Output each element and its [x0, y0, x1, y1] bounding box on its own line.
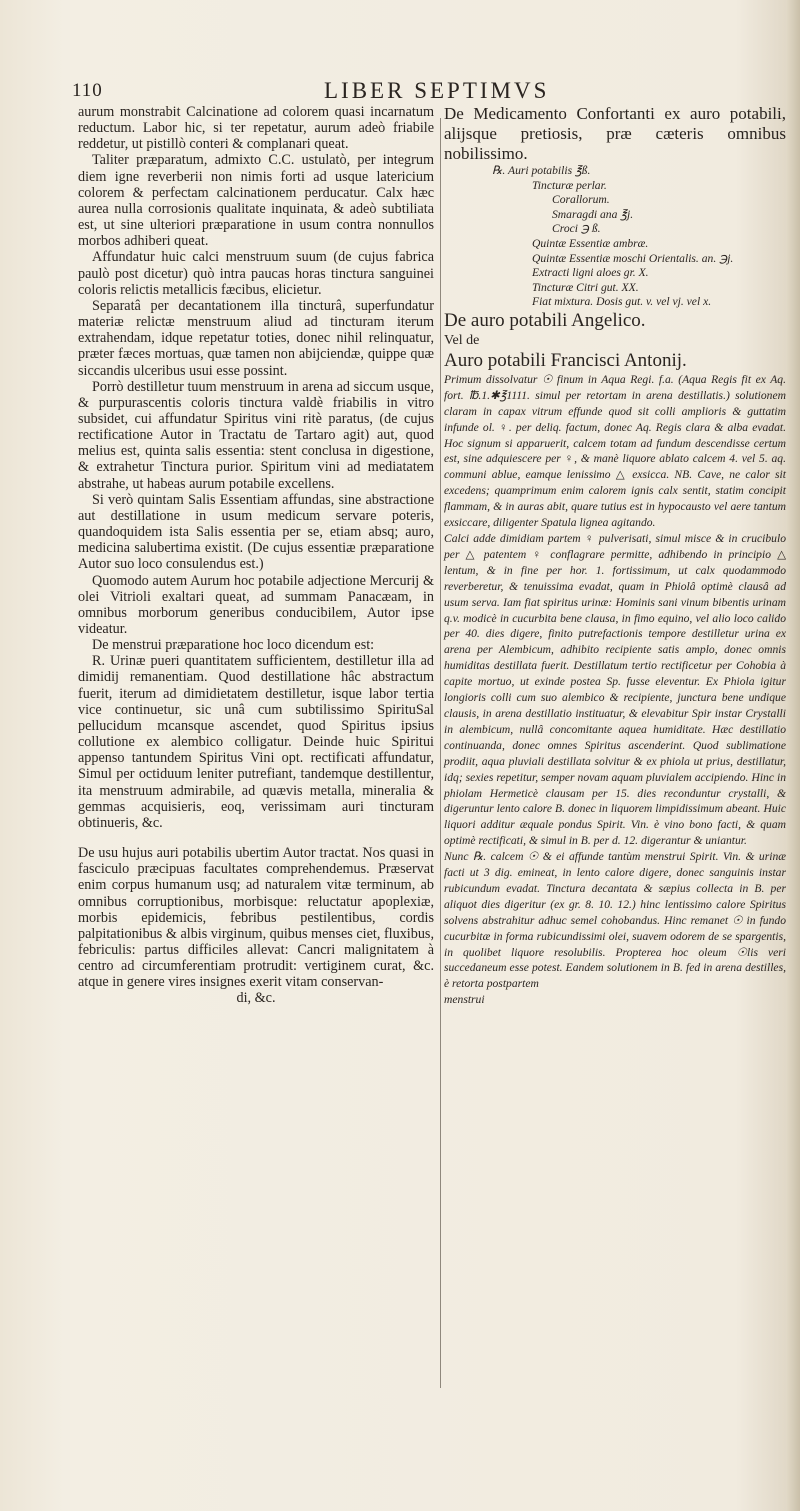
left-paragraph-9: R. Urinæ pueri quantitatem sufficientem, destilletur illa ad dimidij remanentiam. Quod destillatione hâc abstractum fuerit, iterum ad dimidietatem destilletur, isque labor tertia vice continuetur, sic unâ cum subtilissimo SpirituSal pellucidum mcansque ascendet, quod Spiritus ipsius collutione ex alembico colligatur. Deinde huic Spiritui appenso tantundem Spiritus Vini opt. rectificati affundatur, Simul per octiduum leniter putrefiant, tandemque destillentur, ita menstruum admirabile, ad quævis metalla, mineralia & gemmas acquisieris, eoq, verissimam auri tincturam obtinueris, &c. [78, 653, 434, 831]
left-paragraph-2: Taliter præparatum, admixto C.C. ustulatò, per integrum diem igne reverberii non nimis forti ad usque latericium colorem & perfectam calcinationem perducatur. Calx hæc aurea nulla corrosionis qualitate inquinata, & adeò subtiliata est, ut sine ulteriori præparatione in usum contra nonnullos morbos adhiberi queat. [78, 152, 434, 250]
recipe-line: Smaragdi ana ℥j. [552, 207, 634, 221]
page-header [60, 78, 800, 104]
recipe-list [492, 164, 786, 310]
left-paragraph-4: Separatâ per decantationem illa tincturâ, superfundatur materiæ relictæ menstruum aliud ad tincturam iterum extrahendam, idque repetatur toties, donec nihil relinquatur, præter fæces mortuas, quæ tamen non abijciendæ, quippe quæ siccandis ulceribus usui esse possint. [78, 297, 434, 379]
page-number: 110 [72, 80, 103, 101]
left-paragraph-10-end: di, &c. [236, 990, 276, 1007]
catchword: menstrui [444, 993, 485, 1007]
running-head: LIBER SEPTIMVS [324, 78, 550, 103]
column-divider [440, 118, 441, 1388]
recipe-line: ℞. Auri potabilis ℥ß. [492, 164, 591, 177]
left-paragraph-5: Porrò destilletur tuum menstruum in arena ad siccum usque, & purpurascentis coloris tinctura valdè friabilis in vitro subsidet, cui affundatur Spiritus vini ritè paratus, (de cujus rectificatione Autor in Tractatu de Tartaro agit) aut, quod melius est, quinta salis essentia: stent conclusa in digestione, & extrahetur Tinctura purior. Spiritum vini ad mediatatem abstrahe, ut habeas aurum potabile excellens. [78, 378, 434, 492]
left-paragraph-6: Si verò quintam Salis Essentiam affundas, sine abstractione aut destillatione in usum medicum servare poteris, quandoquidem ista Salis essentia per se, etiam absq; auro, medicina salubertima existit. (De cujus essentiæ præparatione Autor suo loco consulendus est.) [78, 491, 434, 573]
left-paragraph-1: aurum monstrabit Calcinatione ad colorem quasi incarnatum reductum. Labor hic, si ter repetatur, aurum adeò friabile reddetur, ut pistillò conteri & complanari queat. [78, 104, 434, 153]
right-paragraph-2: Calci adde dimidiam partem ♀ pulverisati, simul misce & in crucibulo per △ patentem ♀ conflagrare permitte, adhibendo in principio △ lentum, & in fine per hor. 1. fortissimum, ut calx quodammodo reverberetur, & tenuissima evadat, quam in Phiolâ optimè clausâ ad usum serva. Iam fiat spiritus urinæ: Hominis sani vinum bibentis urinam q.v. modicè in cucurbita bene clausa, in fimo equino, vel alio loco calido per 40. dies digere, finito putrefactionis tempore destilletur urina ex arena per Alembicum, adhibito recipiente satis amplo, donec omnis humiditas destillata fuerit. Destillatum tertio rectificetur per Cohobia à capite mortuo, ut exinde postea Sp. fusse eleventur. Ex Phiola igitur longioris colli cum suo alembico & recipiente, junctura bene undique clausis, in arena destillatio instituatur, & elevabitur Spir instar Crystalli in alembicum, nullâ concomitante aquea humiditate. Hæc destillatio continuanda, donec omnes Spiritus ascenderint. Quod sublimatione prodiit, aqua pluviali destillata solvitur & ex phiola ut prius, destillatur, idq; sexies repetitur, semper novam aquam pluvialem accipiendo. Hinc in phiolam Hermeticè clausam per 15. dies reconduntur crystalli, & digeruntur lento calore B. donec in liquorem limpidissimum abeant. Huic liquori additur æquale pondus Spirit. Vin. è vino bono facti, & quam optimè rectificati, & simul in B. per d. 12. digerantur & uniantur. [444, 532, 786, 848]
recipe-line: Croci ℈ ß. [552, 222, 601, 236]
left-paragraph-7: Quomodo autem Aurum hoc potabile adjectione Mercurij & olei Vitrioli exaltari queat, ad summam Panacæam, in omnibus morborum generibus conducibilem, Autor ipse videatur. [78, 572, 434, 637]
subheading-vel-de: Vel de [444, 332, 480, 348]
recipe-line: Tincturæ Citri gut. XX. [532, 280, 639, 294]
right-section-title: De Medicamento Confortanti ex auro potabili, alijsque pretiosis, præ cæteris omnibus nobilissimo. [444, 104, 786, 163]
recipe-line: Corallorum. [552, 193, 610, 207]
recipe-line: Quintæ Essentiæ moschi Orientalis. an. ℈j. [532, 251, 734, 265]
left-column [78, 104, 434, 1414]
left-paragraph-8: De menstrui præparatione hoc loco dicendum est: [92, 637, 375, 654]
subheading-angelico: De auro potabili Angelico. [444, 309, 646, 331]
recipe-line: Quintæ Essentiæ ambræ. [532, 236, 649, 250]
recipe-line: Fiat mixtura. Dosis gut. v. vel vj. vel x. [532, 295, 712, 309]
page-edge [786, 0, 800, 1511]
right-paragraph-1: Primum dissolvatur ☉ finum in Aqua Regi. f.a. (Aqua Regis fit ex Aq. fort. ℔.1.✱℥1111. simul per retortam in arena destillatis.) solutionem claram in capax vitrum effunde quod sit colli amplioris & guttatim infunde ol. ♀. per deliq. factum, donec Aq. Regis clara & alba evadat. Hoc signum si apparuerit, calcem totam ad fundum descendisse certum est, sine adquiescere per ♀, & manè liquore ablato calcem 4. vel 5. aq. communi ablue, eamque lenissimo △ exsicca. NB. Cave, ne calor sit excedens; quamprimum enim calorem ignis calx sentit, statim concipit flammam, & in auras abit, quare tutius est in hypocausto vel aere tantum exsiccare, diligenter Spatula lignea agitando. [444, 372, 786, 530]
subheading-antonij: Auro potabili Francisci Antonij. [444, 349, 687, 371]
left-paragraph-3: Affundatur huic calci menstruum suum (de cujus fabrica paulò post dicetur) quò intra paucas horas tinctura sanguinei coloris relictis metallicis fæcibus, elicietur. [78, 249, 434, 298]
recipe-line: Tincturæ perlar. [532, 178, 607, 192]
recipe-line: Extracti ligni aloes gr. X. [532, 266, 649, 280]
left-paragraph-10: De usu hujus auri potabilis ubertim Autor tractat. Nos quasi in fasciculo præcipuas facultates comprehendemus. Præservat enim corpus humanum usq; ad naturalem vitæ terminum, ab omnibus corruptionibus, morbisque: reluctatur apoplexiæ, morbis epidemicis, febribus pestilentibus, cordis palpitationibus & albis virginum, quibus menses ciet, fluxibus, febriculis: partus difficiles allevat: Cancri malignitatem à centro ad circumferentiam protrudit: vertiginem curat, &c. atque in genere vires insignes exerit vitam conservan- [78, 845, 434, 991]
right-paragraph-3: Nunc ℞. calcem ☉ & ei affunde tantùm menstrui Spirit. Vin. & urinæ facti ut 3 dig. emineat, in lento calore digere, donec sanguinis instar rubicundum evadat. Tinctura decantata & sæpius collecta in B. per aliquot dies digeritur (ex gr. 8. 10. 12.) hinc lentissimo calore Spiritus solvens abstrahitur adhuc semel cohobandus. Hinc remanet ☉ in fundo cucurbitæ in forma rubicundissimi olei, suavem odorem de se spargentis, in quolibet liquore resolubilis. Propterea hoc oleum ☉lis veri succedaneum esse potest. Eandem solutionem in B. fed in arena destilles, è retorta postpartem [444, 850, 786, 991]
right-column [444, 104, 786, 1414]
